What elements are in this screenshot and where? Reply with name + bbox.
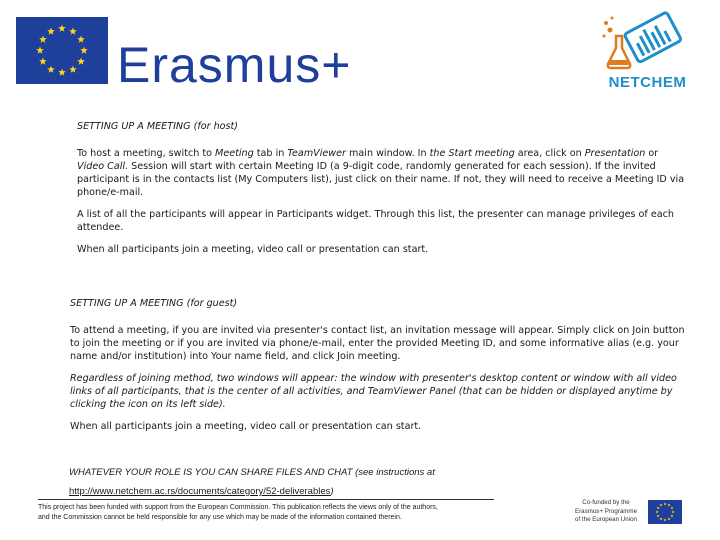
eu-star-icon: [39, 36, 47, 43]
share-files-note: [69, 466, 549, 498]
eu-star-icon: [663, 502, 666, 505]
cofund-line-1: Co-funded by the: [582, 499, 630, 506]
host-paragraph-2: A list of all the participants will appear in Participants widget. Through this list, the presenter can manage privileges of each attendee.: [77, 209, 674, 233]
eu-star-icon: [47, 27, 55, 34]
eu-star-icon: [667, 517, 670, 520]
netchem-flask-icon: [590, 8, 705, 74]
eu-star-icon: [659, 517, 662, 520]
netchem-logo-text: NETCHEM: [608, 74, 687, 91]
eu-star-icon: [80, 47, 88, 54]
deliverables-link[interactable]: http://www.netchem.ac.rs/documents/category/52-deliverables: [69, 486, 331, 497]
eu-star-icon: [663, 518, 666, 521]
eu-star-icon: [657, 506, 660, 509]
cofund-line-2: Erasmus+ Programme: [574, 507, 638, 515]
guest-paragraph-1: To attend a meeting, if you are invited via presenter's contact list, an invitation message will appear. Simply click on Join button to join the meeting or if you are invited via phone/e-mail, enter the provided Meeting ID, and some informative alias (e.g. your name and/or institution) into Your name field, and click Join meeting.: [70, 325, 685, 362]
footer-divider: [38, 499, 494, 500]
host-paragraph-1: To host a meeting, switch to Meeting tab in TeamViewer main window. In the Start meeting area, click on Presentation or Video Call. Session will start with certain Meeting ID (a 9-digit code, randomly generated for each session). If the invited participant is in the contacts list (My Computers list), just click on their name. If not, they will need to receive a Meeting ID via phone/e-mail.: [77, 148, 685, 198]
eu-star-icon: [657, 514, 660, 517]
eu-flag-small-logo: [648, 500, 682, 524]
eu-star-icon: [47, 66, 55, 73]
eu-star-icon: [670, 506, 673, 509]
guest-section: [70, 297, 688, 433]
eu-star-icon: [69, 66, 77, 73]
netchem-logo: [590, 8, 705, 93]
eu-star-icon: [670, 514, 673, 517]
cofund-line-3: of the European Union: [575, 516, 637, 523]
eu-flag-logo: [16, 17, 108, 84]
guest-paragraph-2: Regardless of joining method, two windows will appear: the window with presenter's desktop content or window with all video links of all participants, that is the center of all activities, and TeamViewer Panel (that can be hidden or displayed anytime by clicking the icon on its left side).: [70, 373, 677, 410]
erasmus-plus-logo: Erasmus+: [117, 37, 352, 93]
eu-stars-icon: [16, 17, 108, 84]
guest-heading: SETTING UP A MEETING (for guest): [70, 298, 238, 309]
eu-star-icon: [58, 69, 66, 76]
disclaimer-line-1: This project has been funded with support from the European Commission. This publication reflects the views only of the authors,: [38, 504, 438, 511]
link-close-paren: ): [330, 486, 334, 497]
eu-stars-small-icon: [648, 500, 682, 524]
host-section: [77, 120, 687, 256]
host-paragraph-3: When all participants join a meeting, video call or presentation can start.: [77, 244, 429, 255]
share-files-note-text: WHATEVER YOUR ROLE IS YOU CAN SHARE FILES AND CHAT (see instructions at: [69, 467, 435, 478]
cofunded-label: [566, 499, 646, 525]
host-heading: SETTING UP A MEETING (for host): [77, 121, 239, 132]
eu-star-icon: [58, 25, 66, 32]
eu-star-icon: [659, 503, 662, 506]
guest-paragraph-3: When all participants join a meeting, video call or presentation can start.: [70, 421, 422, 432]
eu-star-icon: [671, 510, 674, 513]
eu-star-icon: [77, 58, 85, 65]
eu-star-icon: [667, 503, 670, 506]
funding-disclaimer: [38, 503, 508, 523]
eu-star-icon: [39, 58, 47, 65]
deliverables-link-line: [69, 485, 549, 498]
eu-star-icon: [36, 47, 44, 54]
eu-star-icon: [655, 510, 658, 513]
eu-star-icon: [69, 27, 77, 34]
eu-star-icon: [77, 36, 85, 43]
disclaimer-line-2: and the Commission cannot be held responsible for any use which may be made of the information contained therein.: [38, 514, 402, 521]
